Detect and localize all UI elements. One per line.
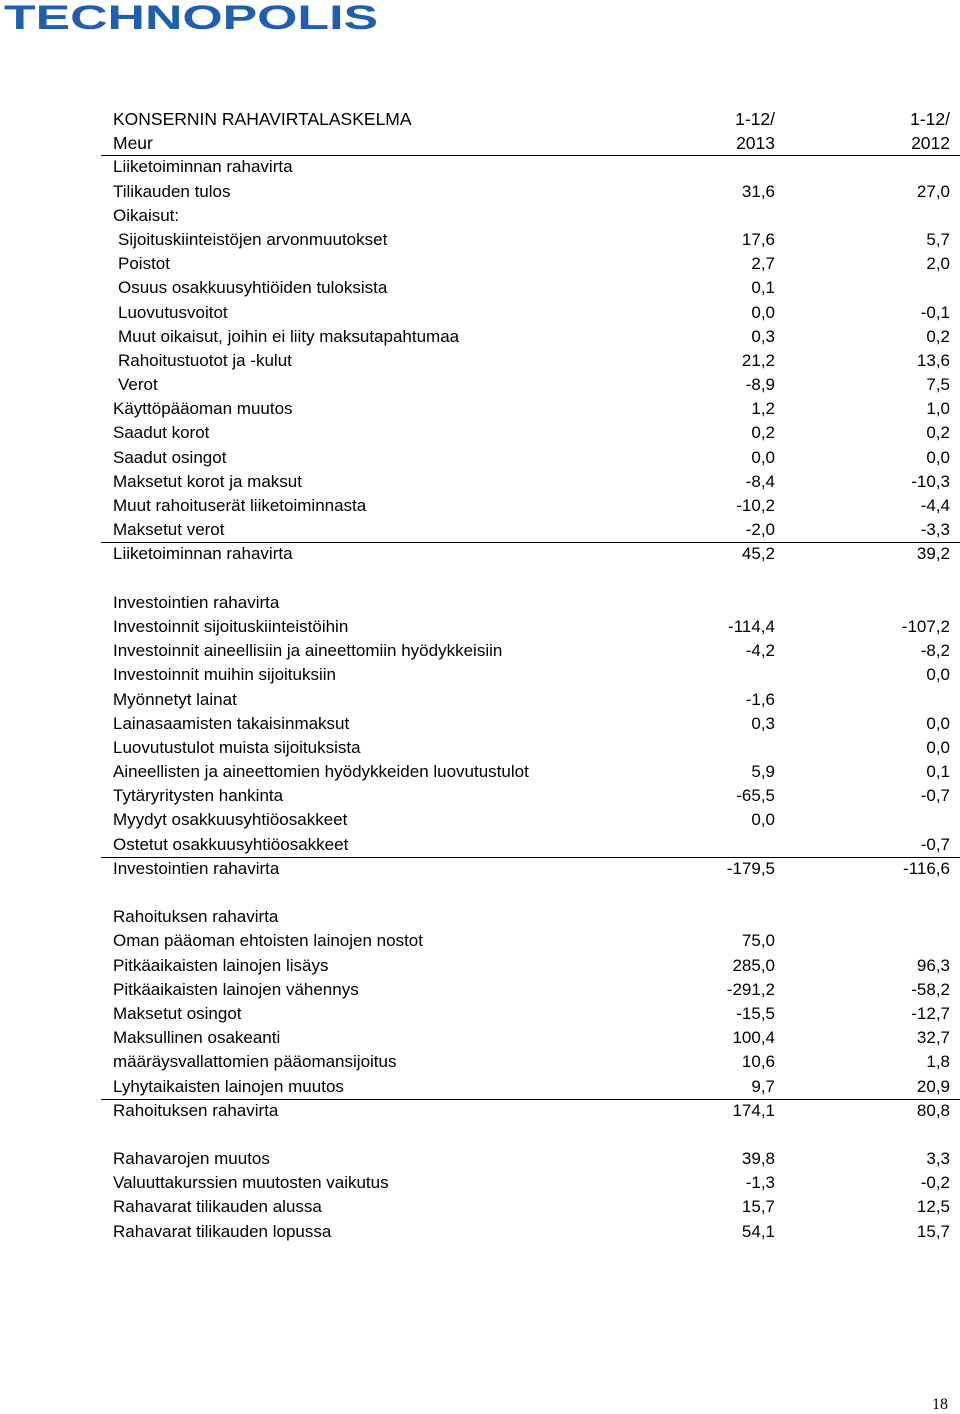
value-2013: 9,7 xyxy=(751,1076,775,1096)
spacer xyxy=(101,567,960,591)
table-row xyxy=(101,1195,960,1219)
row-label: Rahoitustuotot ja -kulut xyxy=(118,350,292,370)
row-label: Investointien rahavirta xyxy=(113,858,280,878)
table-row xyxy=(101,929,960,953)
value-2013: -10,2 xyxy=(736,496,775,515)
row-label: Oikaisut: xyxy=(113,205,180,225)
value-2013: 10,6 xyxy=(741,1052,775,1072)
value-2012: -116,6 xyxy=(903,858,950,878)
row-label: Sijoituskiinteistöjen arvonmuutokset xyxy=(118,229,388,249)
value-2012: 39,2 xyxy=(916,544,950,564)
table-row xyxy=(101,228,960,252)
value-2012: 0,0 xyxy=(926,447,950,467)
table-row xyxy=(101,421,960,445)
row-label: Maksetut korot ja maksut xyxy=(113,471,302,491)
row-label: Käyttöpääoman muutos xyxy=(113,399,293,419)
row-label: Ostetut osakkuusyhtiöosakkeet xyxy=(113,834,349,854)
row-label: Saadut osingot xyxy=(113,447,227,467)
technopolis-logo xyxy=(2,0,382,34)
row-label: Liiketoiminnan rahavirta xyxy=(113,157,293,177)
table-row xyxy=(101,1050,960,1074)
table-row xyxy=(101,1147,960,1171)
value-2012: -8,2 xyxy=(920,641,950,661)
value-2013: 174,1 xyxy=(732,1100,775,1120)
value-2012: 5,7 xyxy=(926,229,950,249)
value-2012: 96,3 xyxy=(916,955,950,975)
row-label: Rahoituksen rahavirta xyxy=(113,907,279,927)
row-label: Investoinnit aineellisiin ja aineettomiin hyödykkeisiin xyxy=(113,641,503,661)
value-2012: 0,1 xyxy=(926,762,950,782)
row-label: Valuuttakurssien muutosten vaikutus xyxy=(113,1173,389,1193)
value-2012: -12,7 xyxy=(911,1003,950,1023)
table-row xyxy=(101,1026,960,1050)
spacer xyxy=(101,881,960,905)
value-2013: 0,0 xyxy=(751,302,775,322)
table-row xyxy=(101,688,960,712)
spacer xyxy=(101,1123,960,1147)
value-2012: 32,7 xyxy=(916,1028,950,1048)
table-header-row xyxy=(101,107,960,131)
table-row xyxy=(101,349,960,373)
subtotal-row-operating xyxy=(101,542,960,566)
value-2013: 1,2 xyxy=(751,399,775,419)
row-label: Myönnetyt lainat xyxy=(113,689,237,709)
value-2013: -4,2 xyxy=(745,641,775,661)
value-2013: 15,7 xyxy=(741,1197,775,1217)
value-2013: -8,4 xyxy=(745,471,775,491)
value-2013: 0,0 xyxy=(751,447,775,467)
value-2012: 0,2 xyxy=(926,326,950,346)
row-label: Investoinnit sijoituskiinteistöihin xyxy=(113,616,349,636)
table-row xyxy=(101,397,960,421)
section-heading-investing xyxy=(101,591,960,615)
value-2012: 0,0 xyxy=(926,665,950,685)
value-2013: -15,5 xyxy=(736,1003,775,1023)
table-row xyxy=(101,373,960,397)
row-label: Oman pääoman ehtoisten lainojen nostot xyxy=(113,931,423,951)
table-row xyxy=(101,615,960,639)
table-row xyxy=(101,784,960,808)
value-2012: -3,3 xyxy=(920,520,950,540)
row-label: Liiketoiminnan rahavirta xyxy=(113,544,293,564)
table-row xyxy=(101,325,960,349)
table-row xyxy=(101,204,960,228)
row-label: Saadut korot xyxy=(113,423,210,443)
value-2012: 0,0 xyxy=(926,737,950,757)
value-2013: 54,1 xyxy=(741,1221,775,1241)
row-label: Investointien rahavirta xyxy=(113,592,280,612)
table-row xyxy=(101,954,960,978)
value-2013: 0,3 xyxy=(751,713,775,733)
table-row xyxy=(101,1220,960,1244)
value-2013: 17,6 xyxy=(741,229,775,249)
value-2012: 7,5 xyxy=(926,375,950,395)
value-2012: 2,0 xyxy=(926,254,950,274)
value-2013: 31,6 xyxy=(741,181,775,201)
table-row xyxy=(101,494,960,518)
table-row xyxy=(101,833,960,857)
value-2012: -0,7 xyxy=(920,834,950,854)
table-row xyxy=(101,978,960,1002)
value-2013: 100,4 xyxy=(732,1028,775,1048)
value-2012: 13,6 xyxy=(916,350,950,370)
row-label: Rahavarat tilikauden lopussa xyxy=(113,1221,332,1241)
value-2013: -179,5 xyxy=(726,858,775,878)
value-2013: -1,6 xyxy=(745,689,775,709)
row-label: Lainasaamisten takaisinmaksut xyxy=(113,713,350,733)
value-2013: 5,9 xyxy=(751,762,775,782)
year-2013: 2013 xyxy=(736,133,775,154)
table-row xyxy=(101,252,960,276)
row-label: Lyhytaikaisten lainojen muutos xyxy=(113,1076,344,1096)
row-label: Muut rahoituserät liiketoiminnasta xyxy=(113,496,367,515)
table-row xyxy=(101,1075,960,1099)
subtotal-row-financing xyxy=(101,1099,960,1123)
row-label: Poistot xyxy=(118,254,170,274)
value-2012: -0,1 xyxy=(920,302,950,322)
table-header-row xyxy=(101,131,960,155)
row-label: Luovutusvoitot xyxy=(118,302,228,322)
row-label: Osuus osakkuusyhtiöiden tuloksista xyxy=(118,278,388,298)
table-row xyxy=(101,663,960,687)
value-2013: -2,0 xyxy=(745,520,775,540)
table-row xyxy=(101,760,960,784)
year-2012: 2012 xyxy=(911,133,950,154)
table-row xyxy=(101,736,960,760)
value-2013: 45,2 xyxy=(741,544,775,564)
value-2012: 15,7 xyxy=(916,1221,950,1241)
row-label: Maksullinen osakeanti xyxy=(113,1028,281,1048)
value-2013: -291,2 xyxy=(726,979,775,999)
table-row xyxy=(101,180,960,204)
value-2012: 0,0 xyxy=(926,713,950,733)
table-row xyxy=(101,1171,960,1195)
row-label: Tilikauden tulos xyxy=(113,181,231,201)
period-label-2013: 1-12/ xyxy=(735,109,775,129)
value-2013: 2,7 xyxy=(751,254,775,274)
value-2012: 3,3 xyxy=(926,1149,950,1169)
value-2012: 20,9 xyxy=(916,1076,950,1096)
value-2012: -0,7 xyxy=(920,786,950,806)
page-number: 18 xyxy=(932,1396,948,1413)
row-label: Tytäryritysten hankinta xyxy=(113,786,284,806)
row-label: määräysvallattomien pääomansijoitus xyxy=(113,1052,397,1072)
table-row xyxy=(101,712,960,736)
row-label: Luovutustulot muista sijoituksista xyxy=(113,737,361,757)
logo-text: TECHNOPOLIS xyxy=(4,0,378,34)
value-2012: -0,2 xyxy=(920,1173,950,1193)
cash-flow-statement xyxy=(101,107,960,1244)
value-2012: -107,2 xyxy=(901,616,950,636)
value-2013: -114,4 xyxy=(728,616,775,636)
row-label: Aineellisten ja aineettomien hyödykkeiden luovutustulot xyxy=(113,762,529,782)
row-label: Investoinnit muihin sijoituksiin xyxy=(113,665,336,685)
value-2013: 0,0 xyxy=(751,810,775,830)
value-2013: 0,1 xyxy=(751,278,775,298)
table-row xyxy=(101,518,960,542)
value-2013: 75,0 xyxy=(741,931,775,951)
value-2013: 0,2 xyxy=(751,423,775,443)
unit-label: Meur xyxy=(113,133,153,154)
value-2013: 39,8 xyxy=(741,1149,775,1169)
value-2012: 1,8 xyxy=(926,1052,950,1072)
row-label: Myydyt osakkuusyhtiöosakkeet xyxy=(113,810,348,830)
row-label: Muut oikaisut, joihin ei liity maksutapahtumaa xyxy=(118,326,460,346)
value-2013: 21,2 xyxy=(741,350,775,370)
section-heading-financing xyxy=(101,905,960,929)
table-row xyxy=(101,446,960,470)
period-label-2012: 1-12/ xyxy=(910,109,950,129)
value-2012: -58,2 xyxy=(911,979,950,999)
value-2012: 12,5 xyxy=(916,1197,950,1217)
table-row xyxy=(101,470,960,494)
value-2013: -8,9 xyxy=(745,375,775,395)
value-2013: -1,3 xyxy=(745,1173,775,1193)
row-label: Pitkäaikaisten lainojen lisäys xyxy=(113,955,329,975)
row-label: Rahoituksen rahavirta xyxy=(113,1100,279,1120)
value-2012: 1,0 xyxy=(926,399,950,419)
table-row xyxy=(101,301,960,325)
section-heading-operating xyxy=(101,155,960,179)
table-row xyxy=(101,639,960,663)
value-2013: 285,0 xyxy=(732,955,775,975)
row-label: Pitkäaikaisten lainojen vähennys xyxy=(113,979,359,999)
value-2012: 0,2 xyxy=(926,423,950,443)
row-label: Rahavarat tilikauden alussa xyxy=(113,1197,322,1217)
table-row xyxy=(101,276,960,300)
table-row xyxy=(101,808,960,832)
table-row xyxy=(101,1002,960,1026)
row-label: Maksetut osingot xyxy=(113,1003,242,1023)
value-2012: 27,0 xyxy=(916,181,950,201)
subtotal-row-investing xyxy=(101,857,960,881)
row-label: Rahavarojen muutos xyxy=(113,1149,270,1169)
value-2013: 0,3 xyxy=(751,326,775,346)
value-2012: -4,4 xyxy=(920,496,950,515)
value-2012: 80,8 xyxy=(916,1100,950,1120)
row-label: Maksetut verot xyxy=(113,520,225,540)
statement-title: KONSERNIN RAHAVIRTALASKELMA xyxy=(113,109,412,129)
value-2013: -65,5 xyxy=(736,786,775,806)
row-label: Verot xyxy=(118,375,158,395)
value-2012: -10,3 xyxy=(911,471,950,491)
